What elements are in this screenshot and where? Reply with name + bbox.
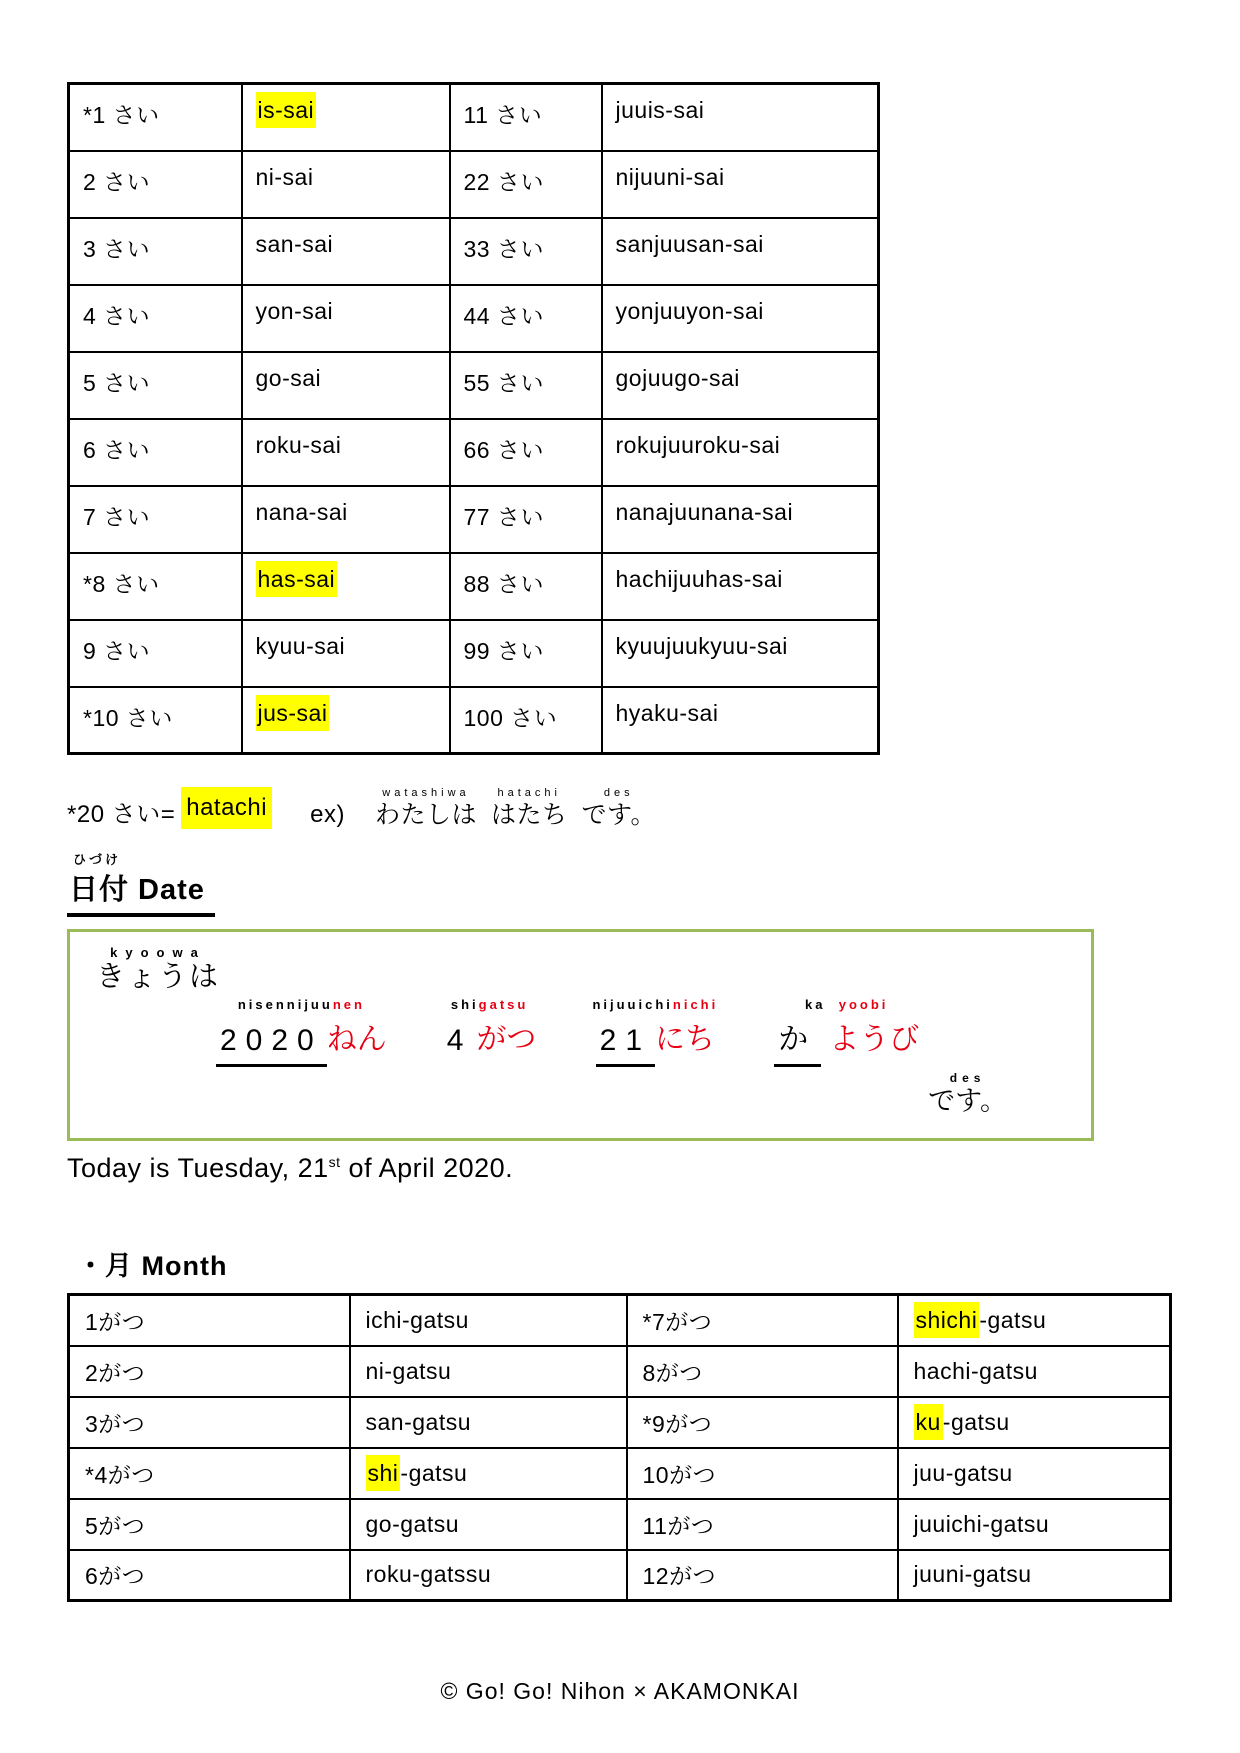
furigana: watashiwa bbox=[382, 786, 470, 799]
date-part-day bbox=[592, 998, 718, 1058]
age-jp: *10 さい bbox=[69, 687, 242, 754]
date-section-heading bbox=[67, 851, 1240, 917]
table-row bbox=[69, 352, 879, 419]
furigana: nisennijuunen bbox=[237, 996, 365, 1012]
furigana: shigatsu bbox=[450, 996, 529, 1012]
table-row bbox=[69, 620, 879, 687]
ruby-word bbox=[581, 788, 656, 830]
month-romaji: juuichi-gatsu bbox=[898, 1499, 1171, 1550]
age-jp: 33 さい bbox=[450, 218, 602, 285]
date-part-year bbox=[216, 998, 387, 1058]
year-counter: ねん bbox=[326, 1022, 387, 1056]
month-jp: *7がつ bbox=[627, 1295, 898, 1346]
table-row bbox=[69, 285, 879, 352]
month-section-heading: ・月 Month bbox=[77, 1251, 228, 1281]
age-jp: 22 さい bbox=[450, 151, 602, 218]
month-jp: 10がつ bbox=[627, 1448, 898, 1499]
hatachi-note bbox=[67, 787, 1240, 829]
month-jp: *9がつ bbox=[627, 1397, 898, 1448]
age-romaji: san-sai bbox=[242, 218, 450, 285]
month-jp: 5がつ bbox=[69, 1499, 350, 1550]
month-jp: 8がつ bbox=[627, 1346, 898, 1397]
table-row bbox=[69, 1346, 1171, 1397]
month-jp: 6がつ bbox=[69, 1550, 350, 1601]
month-romaji: ku-gatsu bbox=[898, 1397, 1171, 1448]
age-romaji: hyaku-sai bbox=[602, 687, 879, 754]
age-jp: 3 さい bbox=[69, 218, 242, 285]
example-label: ex) bbox=[310, 801, 345, 828]
table-row bbox=[69, 1448, 1171, 1499]
furigana: des bbox=[603, 786, 634, 799]
month-value: 4 bbox=[446, 1023, 473, 1057]
furigana: ひづけ bbox=[73, 852, 122, 867]
age-romaji: nana-sai bbox=[242, 486, 450, 553]
month-romaji: ichi-gatsu bbox=[350, 1295, 627, 1346]
age-jp: 11 さい bbox=[450, 84, 602, 151]
age-jp: 100 さい bbox=[450, 687, 602, 754]
age-romaji: nanajuunana-sai bbox=[602, 486, 879, 553]
year-value: 2020 bbox=[216, 1024, 327, 1067]
date-part-weekday bbox=[774, 998, 919, 1058]
highlighted-romaji: is-sai bbox=[256, 92, 317, 128]
ruby-word bbox=[375, 788, 477, 830]
copula-line bbox=[96, 1072, 1069, 1117]
table-row bbox=[69, 218, 879, 285]
age-romaji bbox=[242, 84, 450, 151]
month-romaji: juu-gatsu bbox=[898, 1448, 1171, 1499]
base-text: はたち bbox=[490, 800, 568, 829]
month-romaji: san-gatsu bbox=[350, 1397, 627, 1448]
age-romaji: nijuuni-sai bbox=[602, 151, 879, 218]
month-jp: 1がつ bbox=[69, 1295, 350, 1346]
month-counter: がつ bbox=[476, 1022, 537, 1056]
age-jp: 88 さい bbox=[450, 553, 602, 620]
age-jp: 66 さい bbox=[450, 419, 602, 486]
age-romaji: sanjuusan-sai bbox=[602, 218, 879, 285]
age-romaji: kyuu-sai bbox=[242, 620, 450, 687]
table-row bbox=[69, 553, 879, 620]
age-jp: 7 さい bbox=[69, 486, 242, 553]
age-jp: 9 さい bbox=[69, 620, 242, 687]
table-row bbox=[69, 84, 879, 151]
furigana: des bbox=[949, 1070, 986, 1085]
age-romaji bbox=[242, 687, 450, 754]
age-jp: 44 さい bbox=[450, 285, 602, 352]
section-title: 日付 Date bbox=[69, 874, 205, 906]
month-romaji: juuni-gatsu bbox=[898, 1550, 1171, 1601]
weekday-counter: ようび bbox=[829, 1022, 920, 1056]
furigana: nijuuichinichi bbox=[592, 996, 719, 1012]
age-jp: 5 さい bbox=[69, 352, 242, 419]
furigana: ka yoobi bbox=[805, 996, 889, 1012]
table-row bbox=[69, 486, 879, 553]
highlighted-romaji: shichi bbox=[914, 1302, 980, 1338]
furigana: hatachi bbox=[497, 786, 561, 799]
table-row bbox=[69, 1550, 1171, 1601]
copyright-footer: © Go! Go! Nihon × AKAMONKAI bbox=[440, 1678, 800, 1704]
age-romaji: ni-sai bbox=[242, 151, 450, 218]
month-romaji: shichi-gatsu bbox=[898, 1295, 1171, 1346]
base-text: わたしは bbox=[374, 800, 477, 829]
highlighted-romaji: jus-sai bbox=[256, 695, 330, 731]
age-jp: 99 さい bbox=[450, 620, 602, 687]
month-romaji: ni-gatsu bbox=[350, 1346, 627, 1397]
table-row bbox=[69, 1499, 1171, 1550]
age-jp: 4 さい bbox=[69, 285, 242, 352]
age-romaji: yonjuuyon-sai bbox=[602, 285, 879, 352]
base-text: きょうは bbox=[96, 961, 221, 993]
age-jp: *1 さい bbox=[69, 84, 242, 151]
age-romaji: hachijuuhas-sai bbox=[602, 553, 879, 620]
highlighted-romaji: has-sai bbox=[256, 561, 338, 597]
month-romaji: go-gatsu bbox=[350, 1499, 627, 1550]
table-row bbox=[69, 419, 879, 486]
date-part-month bbox=[443, 998, 537, 1058]
age-romaji: yon-sai bbox=[242, 285, 450, 352]
month-jp: 12がつ bbox=[627, 1550, 898, 1601]
age-romaji: gojuugo-sai bbox=[602, 352, 879, 419]
furigana: kyoowa bbox=[110, 945, 206, 960]
table-row bbox=[69, 151, 879, 218]
age-jp: 77 さい bbox=[450, 486, 602, 553]
day-counter: にち bbox=[655, 1022, 716, 1056]
date-example-box bbox=[67, 929, 1094, 1141]
age-jp: 6 さい bbox=[69, 419, 242, 486]
ruby-word bbox=[491, 788, 568, 830]
month-jp: 11がつ bbox=[627, 1499, 898, 1550]
ruby-word bbox=[96, 946, 220, 994]
date-line bbox=[216, 998, 1069, 1058]
month-jp: 2がつ bbox=[69, 1346, 350, 1397]
table-row bbox=[69, 1295, 1171, 1346]
hatachi-prefix: *20 さい= bbox=[67, 801, 176, 828]
age-romaji: juuis-sai bbox=[602, 84, 879, 151]
age-romaji: kyuujuukyuu-sai bbox=[602, 620, 879, 687]
table-row bbox=[69, 1397, 1171, 1448]
age-romaji: roku-sai bbox=[242, 419, 450, 486]
age-romaji: go-sai bbox=[242, 352, 450, 419]
table-row bbox=[69, 687, 879, 754]
weekday-value: か bbox=[774, 1014, 821, 1067]
highlighted-hatachi: hatachi bbox=[181, 787, 272, 829]
highlighted-romaji: shi bbox=[366, 1455, 401, 1491]
month-romaji: roku-gatssu bbox=[350, 1550, 627, 1601]
month-romaji: hachi-gatsu bbox=[898, 1346, 1171, 1397]
age-table bbox=[67, 82, 880, 755]
base-text: です。 bbox=[928, 1085, 1007, 1116]
age-jp: 55 さい bbox=[450, 352, 602, 419]
translation-line: Today is Tuesday, 21st of April 2020. bbox=[67, 1153, 514, 1183]
age-jp: 2 さい bbox=[69, 151, 242, 218]
month-jp: *4がつ bbox=[69, 1448, 350, 1499]
month-jp: 3がつ bbox=[69, 1397, 350, 1448]
age-romaji bbox=[242, 553, 450, 620]
month-romaji: shi-gatsu bbox=[350, 1448, 627, 1499]
day-value: 21 bbox=[596, 1024, 655, 1067]
age-jp: *8 さい bbox=[69, 553, 242, 620]
month-table bbox=[67, 1293, 1172, 1602]
age-romaji: rokujuuroku-sai bbox=[602, 419, 879, 486]
highlighted-romaji: ku bbox=[914, 1404, 943, 1440]
ordinal-suffix: st bbox=[328, 1154, 341, 1170]
base-text: です。 bbox=[581, 800, 656, 829]
